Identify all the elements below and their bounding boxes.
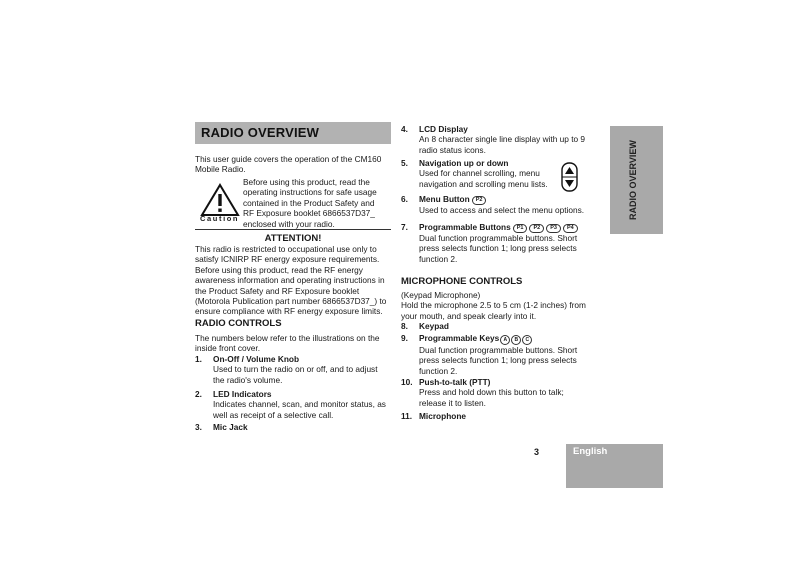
item-desc-line: Dual function programmable buttons. Short — [419, 345, 578, 355]
control-item-lcd-display — [401, 124, 601, 155]
item-desc-line: radio status icons. — [419, 144, 486, 155]
item-number: 6. — [401, 194, 408, 204]
item-title: LCD Display — [419, 124, 468, 134]
item-title: Menu Button — [419, 194, 470, 204]
item-title: LED Indicators — [213, 389, 272, 399]
radio-controls-heading: RADIO CONTROLS — [195, 318, 282, 329]
mic-control-item-programmable-keys — [401, 333, 601, 376]
item-number: 9. — [401, 333, 408, 343]
item-title: Keypad — [419, 321, 449, 331]
microphone-controls-intro — [401, 290, 586, 321]
item-number: 2. — [195, 389, 202, 399]
caution-warning-icon — [200, 183, 240, 217]
attention-line: ensure compliance with RF energy exposure limits. — [195, 306, 383, 317]
caution-line: RF Exposure booklet 6866537D37_ — [243, 208, 375, 219]
item-desc-line: navigation and scrolling menu lists. — [419, 178, 548, 189]
radio-control-item — [195, 422, 391, 432]
language-tab — [566, 444, 663, 488]
radio-controls-intro-line: The numbers below refer to the illustrations on the — [195, 333, 380, 343]
attention-line: (Motorola Publication part number 6866537D37_) to — [195, 296, 387, 307]
p2-key-icon: P2 — [472, 196, 487, 205]
attention-heading: ATTENTION! — [264, 233, 322, 244]
item-title: Programmable Buttons — [419, 222, 511, 232]
item-desc-line: Used for channel scrolling, menu — [419, 168, 540, 179]
navigation-up-down-icon — [561, 162, 578, 192]
chapter-side-tab-label: RADIO OVERVIEW — [628, 140, 638, 220]
attention-line: satisfy ICNIRP RF energy exposure requirements. — [195, 254, 380, 265]
page-number: 3 — [534, 447, 540, 457]
language-tab-label: English — [573, 446, 608, 457]
item-desc-line: release it to listen. — [419, 397, 486, 408]
item-desc-line: An 8 character single line display with up to 9 — [419, 134, 586, 145]
radio-control-item — [195, 389, 391, 420]
item-number: 3. — [195, 422, 202, 432]
caution-line: Before using this product, read the — [243, 177, 370, 187]
p4-key-icon: P4 — [563, 224, 578, 233]
p2-key-icon: P2 — [529, 224, 544, 233]
mic-control-item-keypad — [401, 321, 601, 331]
item-desc-line: press selects function 1; long press selects — [419, 243, 577, 254]
attention-line: Before using this product, read the RF energy — [195, 264, 363, 275]
caution-line: operating instructions for safe usage — [243, 187, 377, 198]
p3-key-icon: P3 — [546, 224, 561, 233]
caution-label: Caution — [200, 214, 240, 223]
intro-text — [195, 154, 381, 175]
item-desc-line: Used to turn the radio on or off, and to adjust — [213, 364, 378, 375]
caution-line: enclosed with your radio. — [243, 218, 335, 229]
item-number: 11. — [401, 411, 413, 421]
item-desc-line: Press and hold down this button to talk; — [419, 387, 564, 398]
p1-key-icon: P1 — [513, 224, 528, 233]
attention-text — [195, 244, 386, 317]
item-title: Push-to-talk (PTT) — [419, 377, 491, 387]
page-title: RADIO OVERVIEW — [201, 125, 320, 140]
item-desc-line: function 2. — [419, 253, 458, 264]
microphone-controls-heading: MICROPHONE CONTROLS — [401, 276, 523, 287]
microphone-intro-line: your mouth, and speak clearly into it. — [401, 310, 537, 321]
control-item-menu-button — [401, 194, 601, 215]
control-item-navigation — [401, 158, 561, 189]
chapter-side-tab — [610, 126, 663, 234]
item-title: Programmable Keys — [419, 333, 500, 343]
intro-line: Mobile Radio. — [195, 164, 246, 175]
radio-controls-intro-line: inside front cover. — [195, 343, 261, 354]
item-desc-line: Dual function programmable buttons. Short — [419, 233, 578, 243]
item-desc-line: Indicates channel, scan, and monitor status, as — [213, 399, 386, 410]
item-number: 7. — [401, 222, 408, 232]
item-number: 1. — [195, 354, 202, 364]
intro-line: This user guide covers the operation of the CM160 — [195, 154, 382, 164]
caution-divider — [195, 229, 391, 230]
attention-line: the Product Safety and RF Exposure booklet — [195, 285, 360, 296]
section-title-bar — [195, 122, 391, 144]
b-key-icon: B — [511, 335, 521, 345]
item-title: Mic Jack — [213, 422, 248, 432]
radio-control-item — [195, 354, 391, 385]
item-desc-line: Used to access and select the menu options. — [419, 205, 585, 215]
caution-line: contained in the Product Safety and — [243, 197, 375, 208]
attention-line: This radio is restricted to occupational use only to — [195, 244, 377, 254]
radio-controls-intro — [195, 333, 379, 354]
c-key-icon: C — [522, 335, 532, 345]
item-desc-line: function 2. — [419, 365, 458, 376]
item-title: Navigation up or down — [419, 158, 509, 168]
item-title: On-Off / Volume Knob — [213, 354, 300, 364]
attention-line: awareness information and operating instructions in — [195, 275, 385, 286]
a-key-icon: A — [500, 335, 510, 345]
caution-text — [243, 177, 377, 229]
item-number: 8. — [401, 321, 408, 331]
item-title: Microphone — [419, 411, 467, 421]
mic-control-item-ptt — [401, 377, 601, 408]
item-desc-line: well as receipt of a selective call. — [213, 409, 334, 420]
item-number: 5. — [401, 158, 408, 168]
microphone-intro-line: (Keypad Microphone) — [401, 290, 481, 300]
item-desc-line: press selects function 1; long press selects — [419, 355, 577, 366]
microphone-intro-line: Hold the microphone 2.5 to 5 cm (1-2 inches) from — [401, 300, 586, 311]
control-item-programmable-buttons — [401, 222, 601, 264]
item-desc-line: the radio's volume. — [213, 374, 283, 385]
item-number: 4. — [401, 124, 408, 134]
item-number: 10. — [401, 377, 413, 387]
mic-control-item-microphone — [401, 411, 601, 421]
